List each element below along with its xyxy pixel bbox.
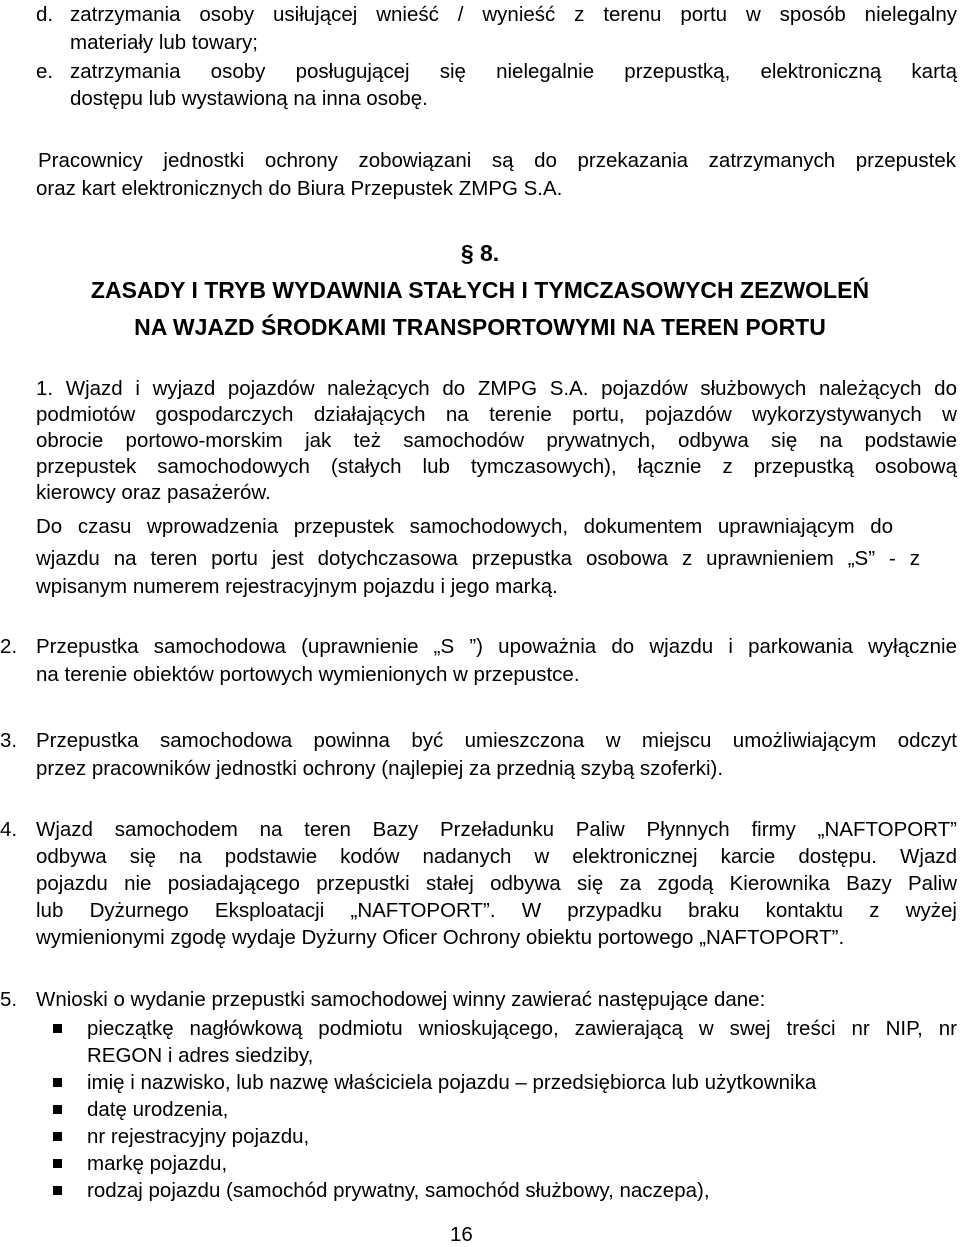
item-line: wymienionymi zgodę wydaje Dyżurny Oficer Ochrony obiektu portowego „NAFTOPORT”.: [36, 926, 845, 949]
item-line: wpisanym numerem rejestracyjnym pojazdu i jego marką.: [36, 575, 558, 598]
bullet-square-icon: [53, 1159, 62, 1168]
item-line: obrocie portowo-morskim jak też samochodów prywatnych, odbywa się na podstawie: [36, 429, 957, 452]
bullet-line: REGON i adres siedziby,: [87, 1044, 314, 1067]
item-line: odbywa się na podstawie kodów nadanych w elektronicznej karcie dostępu. Wjazd: [36, 845, 957, 868]
item-line: podmiotów gospodarczych działających na terenie portu, pojazdów wykorzystywanych w: [36, 403, 957, 426]
bullet-line: markę pojazdu,: [87, 1152, 228, 1175]
item-line: na terenie obiektów portowych wymienionych w przepustce.: [36, 663, 580, 686]
bullet-square-icon: [53, 1186, 62, 1195]
item-line: kierowcy oraz pasażerów.: [36, 481, 271, 504]
item-line: przepustek samochodowych (stałych lub tymczasowych), łącznie z przepustką osobową: [36, 455, 957, 478]
bullet-square-icon: [53, 1078, 62, 1087]
bullet-square-icon: [53, 1105, 62, 1114]
item-line: Wjazd samochodem na teren Bazy Przeładunku Paliw Płynnych firmy „NAFTOPORT”: [36, 818, 957, 841]
bullet-line: datę urodzenia,: [87, 1098, 229, 1121]
section-title-line2: NA WJAZD ŚRODKAMI TRANSPORTOWYMI NA TEREN PORTU: [134, 314, 826, 340]
list-marker: e.: [36, 60, 54, 83]
item-marker: 3.: [0, 729, 18, 752]
item-intro: Wnioski o wydanie przepustki samochodowej winny zawierać następujące dane:: [36, 988, 766, 1011]
paragraph-line: oraz kart elektronicznych do Biura Przepustek ZMPG S.A.: [36, 177, 563, 200]
section-title-line1: ZASADY I TRYB WYDAWNIA STAŁYCH I TYMCZASOWYCH ZEZWOLEŃ: [90, 277, 870, 303]
bullet-line: pieczątkę nagłówkową podmiotu wnioskującego, zawierającą w swej treści nr NIP, nr: [87, 1017, 957, 1040]
list-item-text: dostępu lub wystawioną na inna osobę.: [70, 87, 428, 110]
bullet-square-icon: [53, 1132, 62, 1141]
page-number: 16: [450, 1223, 473, 1246]
item-line: Przepustka samochodowa powinna być umieszczona w miejscu umożliwiającym odczyt: [36, 729, 957, 752]
paragraph-line: Pracownicy jednostki ochrony zobowiązani są do przekazania zatrzymanych przepustek: [38, 149, 956, 172]
item-line: przez pracowników jednostki ochrony (najlepiej za przednią szybą szoferki).: [36, 757, 724, 780]
bullet-square-icon: [53, 1024, 62, 1033]
bullet-line: rodzaj pojazdu (samochód prywatny, samochód służbowy, naczepa),: [87, 1179, 710, 1202]
list-item-text: materiały lub towary;: [70, 31, 258, 54]
item-line: wjazdu na teren portu jest dotychczasowa przepustka osobowa z uprawnieniem „S” - z: [36, 547, 920, 570]
section-number: § 8.: [460, 240, 500, 266]
list-marker: d.: [36, 3, 54, 26]
list-item-text: zatrzymania osoby usiłującej wnieść / wynieść z terenu portu w sposób nielegalny: [70, 3, 957, 26]
item-marker: 2.: [0, 635, 18, 658]
item-marker: 4.: [0, 818, 18, 841]
item-marker: 5.: [0, 988, 18, 1011]
bullet-line: nr rejestracyjny pojazdu,: [87, 1125, 310, 1148]
item-line: 1. Wjazd i wyjazd pojazdów należących do ZMPG S.A. pojazdów służbowych należących do: [36, 377, 957, 400]
item-line: Do czasu wprowadzenia przepustek samochodowych, dokumentem uprawniającym do: [36, 515, 893, 538]
list-item-text: zatrzymania osoby posługującej się nielegalnie przepustką, elektroniczną kartą: [70, 60, 957, 83]
item-line: pojazdu nie posiadającego przepustki stałej odbywa się za zgodą Kierownika Bazy Paliw: [36, 872, 957, 895]
item-line: Przepustka samochodowa (uprawnienie „S ”) upoważnia do wjazdu i parkowania wyłącznie: [36, 635, 957, 658]
item-line: lub Dyżurnego Eksploatacji „NAFTOPORT”. W przypadku braku kontaktu z wyżej: [36, 899, 957, 922]
bullet-line: imię i nazwisko, lub nazwę właściciela pojazdu – przedsiębiorca lub użytkownika: [87, 1071, 817, 1094]
